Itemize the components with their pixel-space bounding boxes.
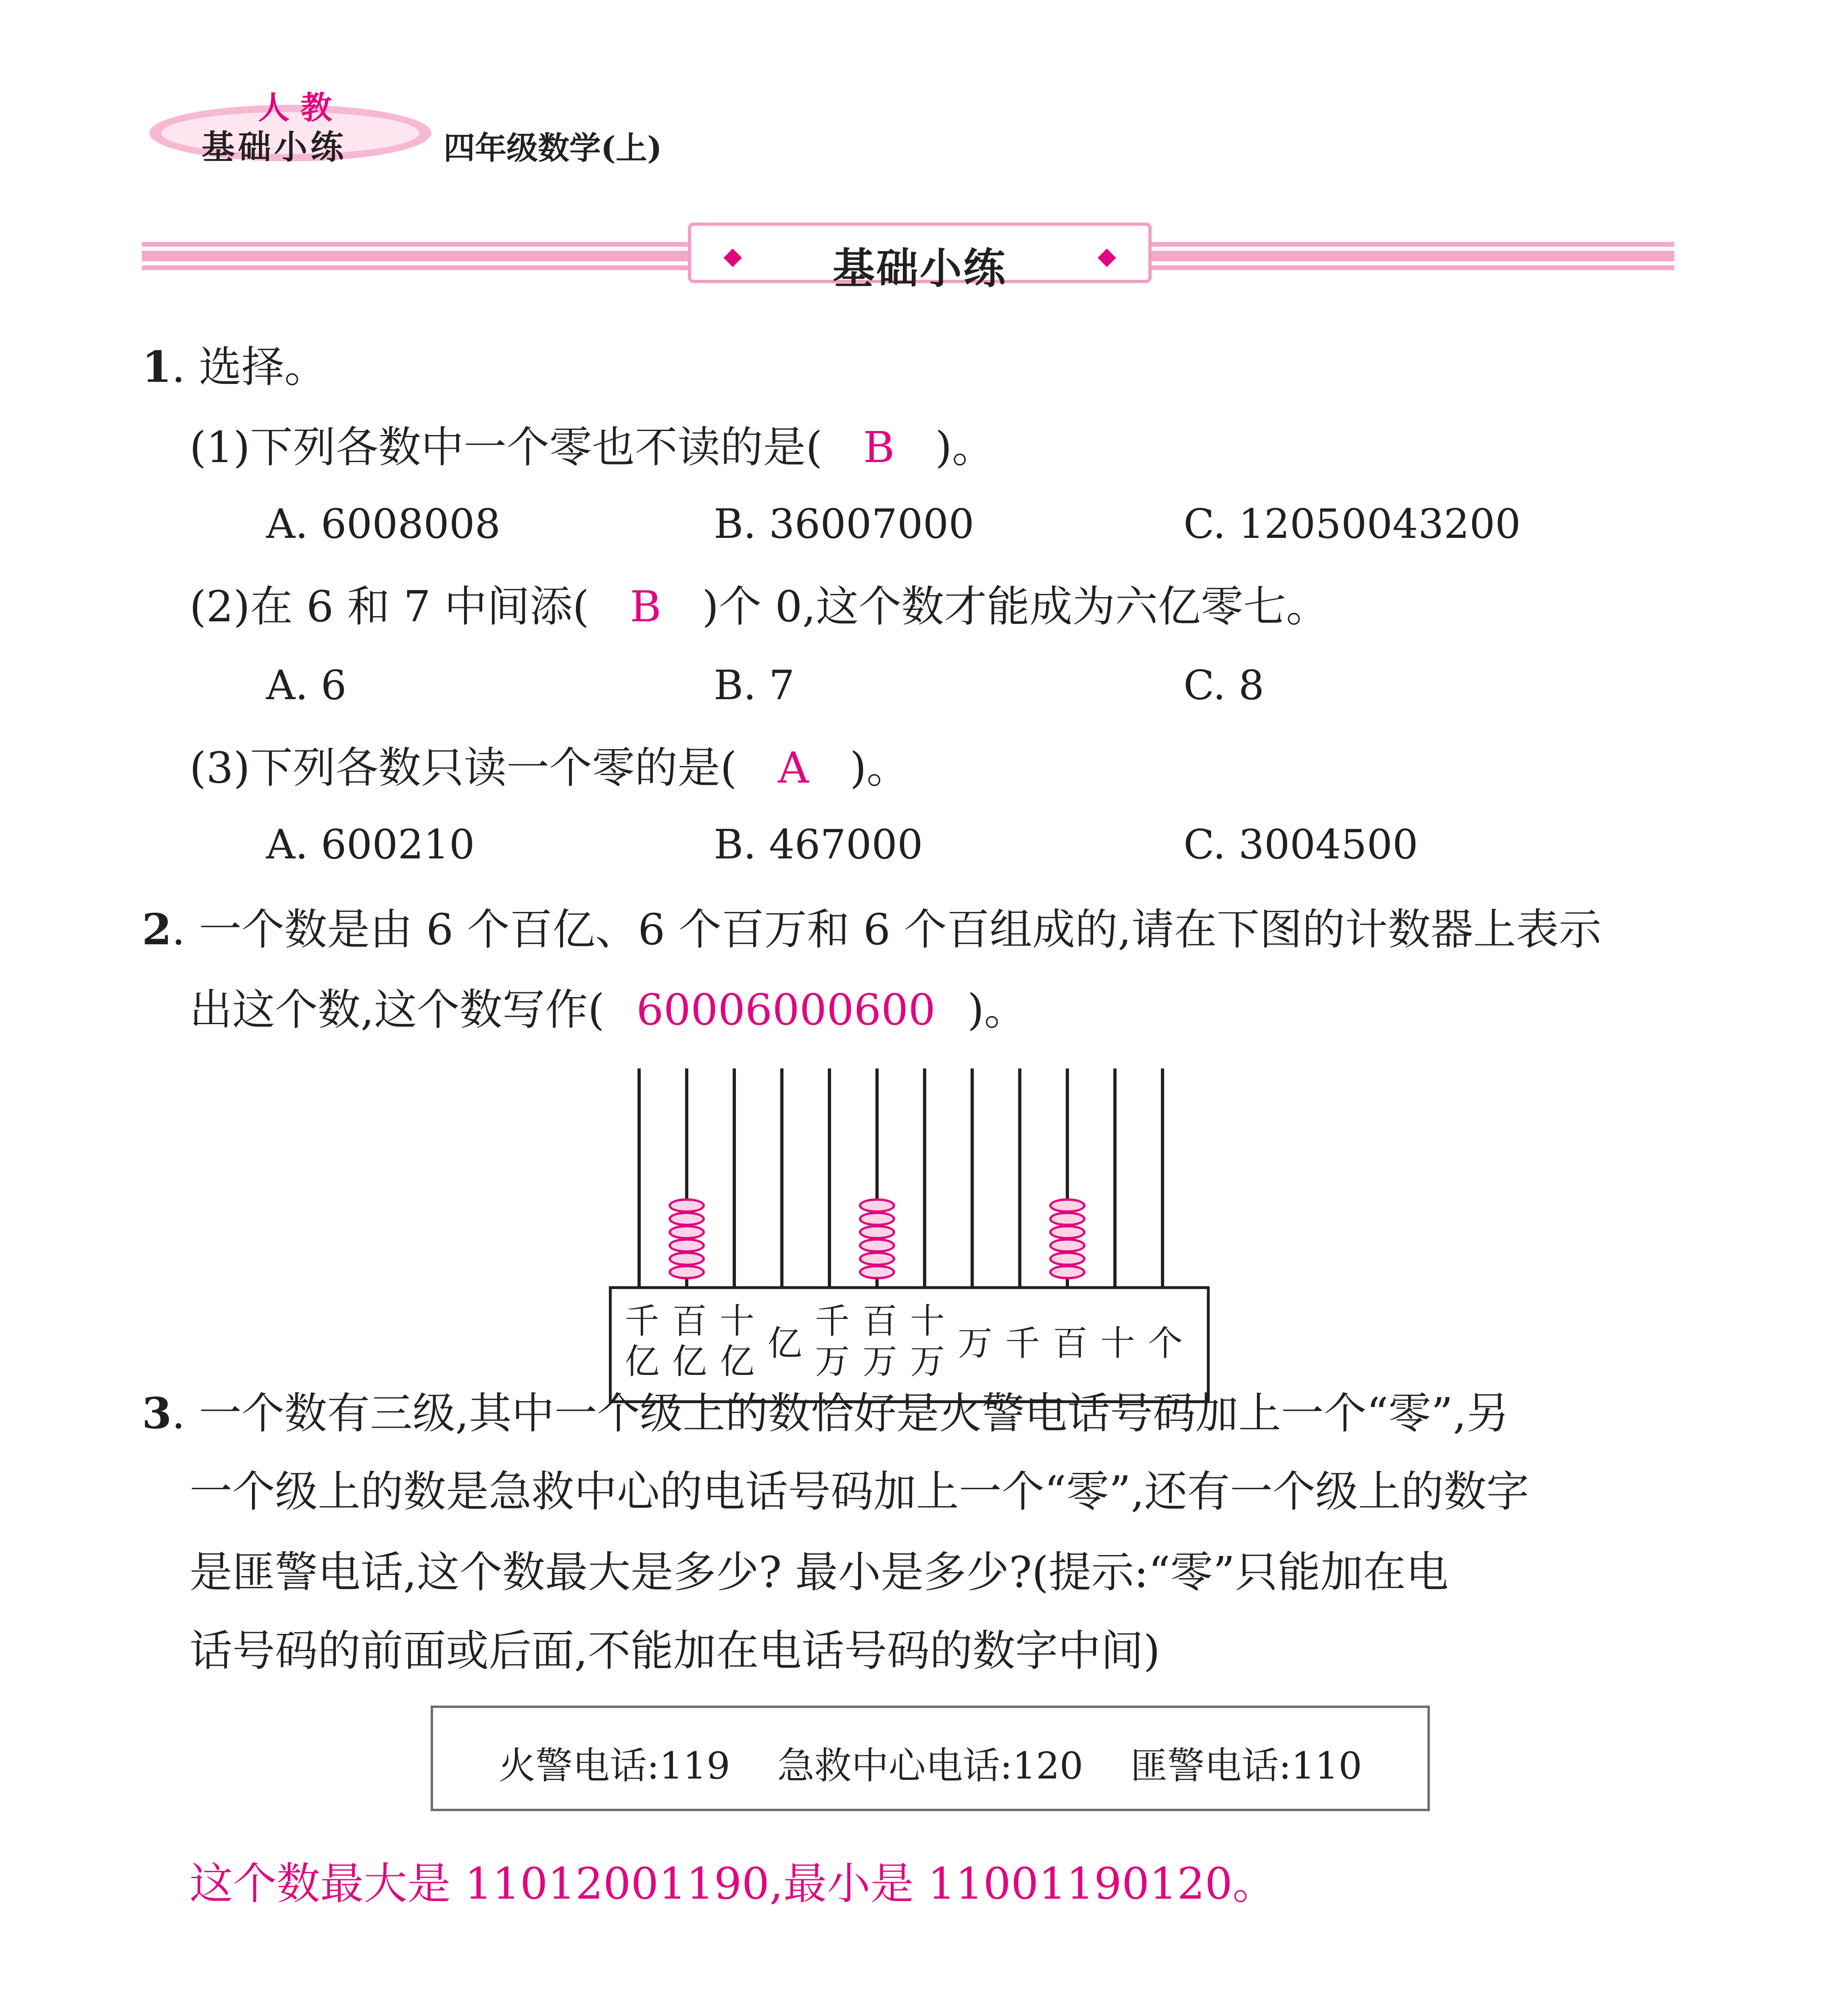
counting-abacus [609, 1068, 1214, 1382]
abacus-rod [638, 1068, 641, 1294]
abacus-place-label: 亿 [767, 1323, 802, 1364]
abacus-rod [780, 1068, 783, 1294]
q2-line2: 出这个数,这个数写作( 60006000600 )。 [190, 984, 1027, 1036]
q1-part2: (2)在 6 和 7 中间添( B )个 0,这个数才能成为六亿零七。 [190, 581, 1329, 633]
q3-line1: 3. 一个数有三级,其中一个级上的数恰好是火警电话号码加上一个“零”,另 [142, 1388, 1509, 1438]
abacus-place-label: 十 [1100, 1323, 1135, 1364]
abacus-place-label: 百 [1053, 1323, 1088, 1364]
section-title: 基础小练 [832, 244, 1007, 293]
abacus-rod [1161, 1068, 1164, 1294]
abacus-rod [923, 1068, 926, 1294]
abacus-bead [1049, 1265, 1086, 1279]
abacus-rod [828, 1068, 831, 1294]
abacus-bead [669, 1265, 705, 1279]
abacus-rod [1018, 1068, 1021, 1294]
abacus-bead [859, 1198, 895, 1213]
phone-numbers-box [431, 1706, 1430, 1811]
abacus-bead [1049, 1212, 1086, 1226]
option-b: B. 7 [714, 662, 795, 709]
abacus-place-label: 百 万 [863, 1301, 897, 1382]
abacus-bead [669, 1238, 705, 1253]
option-a: A. 6008008 [266, 500, 501, 548]
abacus-bead [669, 1252, 705, 1266]
abacus-rod [1113, 1068, 1117, 1294]
q2-line1: 2. 一个数是由 6 个百亿、6 个百万和 6 个百组成的,请在下图的计数器上表示 [142, 904, 1602, 954]
book-title: 四年级数学(上) [444, 130, 662, 167]
q1-part1: (1)下列各数中一个零也不读的是( B )。 [190, 421, 995, 474]
abacus-place-label: 千 亿 [625, 1301, 659, 1382]
abacus-bead [669, 1198, 705, 1213]
q1-title: 1. 选择。 [142, 342, 327, 392]
abacus-bead [1049, 1238, 1086, 1253]
abacus-place-label: 百 亿 [672, 1301, 707, 1382]
answer-text: B [630, 582, 662, 631]
q3-line3: 是匪警电话,这个数最大是多少? 最小是多少?(提示:“零”只能加在电 [190, 1547, 1449, 1597]
abacus-place-label: 十 亿 [720, 1301, 754, 1382]
phone-numbers-text: 火警电话:119 急救中心电话:120 匪警电话:110 [498, 1744, 1362, 1787]
diamond-icon: ◆ [1097, 242, 1116, 270]
section-title-box [688, 223, 1152, 293]
abacus-bead [1049, 1198, 1086, 1213]
answer-text: B [863, 423, 895, 472]
option-b: B. 36007000 [714, 500, 975, 548]
abacus-bead [859, 1252, 895, 1266]
answer-text: 60006000600 [636, 985, 936, 1035]
option-a: A. 6 [266, 662, 347, 709]
abacus-bead [669, 1225, 705, 1239]
abacus-bead [1049, 1225, 1086, 1239]
abacus-bead [859, 1238, 895, 1253]
q1-part3: (3)下列各数只读一个零的是( A )。 [190, 742, 909, 794]
abacus-bead [859, 1225, 895, 1239]
publisher-label: 人 教 [258, 90, 332, 126]
q3-line2: 一个级上的数是急救中心的电话号码加上一个“零”,还有一个级上的数字 [190, 1467, 1529, 1516]
abacus-rod [733, 1068, 736, 1294]
abacus-bead [1049, 1252, 1086, 1266]
abacus-place-labels [609, 1286, 1210, 1403]
abacus-place-label: 千 万 [815, 1301, 850, 1382]
answer-text: A [778, 743, 809, 793]
abacus-rod [971, 1068, 974, 1294]
abacus-place-label: 十 万 [910, 1301, 945, 1382]
option-b: B. 467000 [714, 821, 923, 868]
option-c: C. 12050043200 [1183, 500, 1521, 548]
diamond-icon: ◆ [723, 242, 742, 270]
q3-answer: 这个数最大是 11012001190,最小是 11001190120。 [190, 1859, 1276, 1909]
abacus-place-label: 千 [1005, 1323, 1040, 1364]
option-c: C. 3004500 [1183, 821, 1418, 868]
abacus-place-label: 个 [1148, 1323, 1183, 1364]
abacus-bead [859, 1212, 895, 1226]
abacus-bead [859, 1265, 895, 1279]
q3-line4: 话号码的前面或后面,不能加在电话号码的数字中间) [190, 1626, 1161, 1676]
option-a: A. 600210 [266, 821, 475, 868]
abacus-bead [669, 1212, 705, 1226]
abacus-place-label: 万 [958, 1323, 992, 1364]
series-title: 基础小练 [202, 128, 347, 167]
option-c: C. 8 [1183, 662, 1265, 709]
